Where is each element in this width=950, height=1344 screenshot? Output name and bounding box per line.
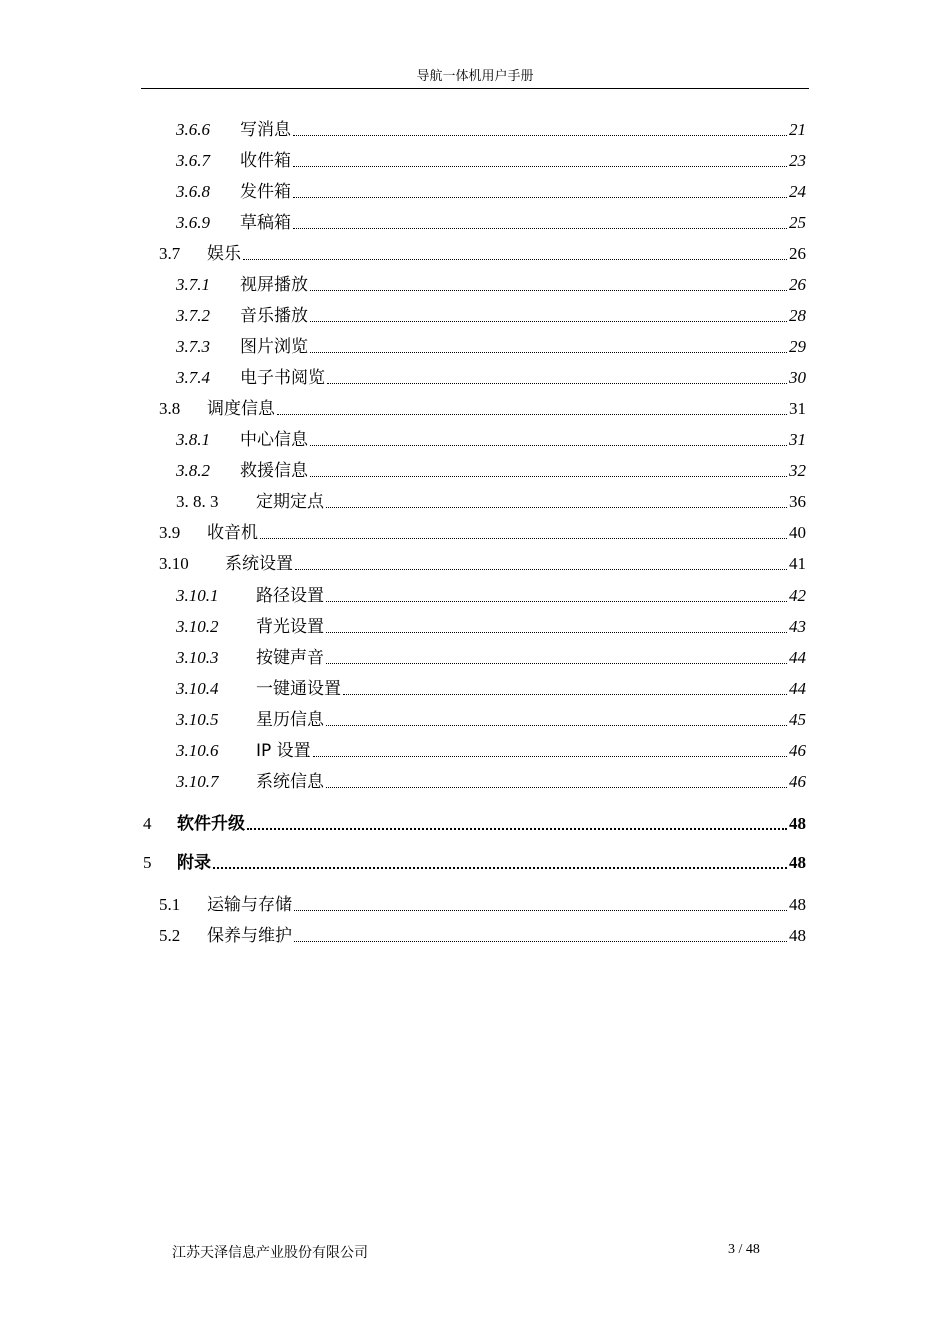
toc-dot-leader bbox=[294, 941, 787, 942]
toc-entry-page: 41 bbox=[789, 554, 806, 573]
toc-entry-page: 44 bbox=[789, 648, 806, 667]
toc-entry-title: 星历信息 bbox=[256, 710, 324, 730]
toc-entry-page: 24 bbox=[789, 182, 806, 201]
toc-entry-title: 运输与存储 bbox=[207, 895, 292, 915]
toc-entry[interactable] bbox=[176, 584, 806, 608]
toc-entry-page: 21 bbox=[789, 120, 806, 139]
toc-entry-page: 23 bbox=[789, 151, 806, 170]
toc-entry-page: 31 bbox=[789, 430, 806, 449]
toc-dot-leader bbox=[277, 414, 787, 415]
toc-dot-leader bbox=[260, 538, 787, 539]
toc-entry-title: 路径设置 bbox=[256, 586, 324, 606]
toc-entry-number: 3. 8. 3 bbox=[176, 492, 219, 511]
toc-entry-title: IP 设置 bbox=[256, 741, 311, 761]
toc-entry-page: 32 bbox=[789, 461, 806, 480]
toc-entry[interactable] bbox=[176, 615, 806, 639]
toc-entry[interactable] bbox=[176, 459, 806, 483]
toc-entry[interactable] bbox=[176, 335, 806, 359]
toc-entry[interactable] bbox=[176, 428, 806, 452]
toc-entry-number: 3.10.2 bbox=[176, 617, 219, 636]
toc-entry-title: 娱乐 bbox=[207, 244, 241, 264]
toc-entry[interactable] bbox=[176, 211, 806, 235]
toc-entry-title: 音乐播放 bbox=[240, 306, 308, 326]
toc-entry[interactable] bbox=[159, 397, 806, 421]
toc-dot-leader bbox=[326, 632, 787, 633]
toc-entry-title: 背光设置 bbox=[256, 617, 324, 637]
toc-entry-title: 定期定点 bbox=[256, 492, 324, 512]
toc-entry-number: 5.1 bbox=[159, 895, 181, 914]
toc-entry-page: 26 bbox=[789, 275, 806, 294]
toc-entry[interactable] bbox=[176, 304, 806, 328]
toc-entry[interactable] bbox=[176, 708, 806, 732]
toc-entry-number: 3.7.4 bbox=[176, 368, 210, 387]
toc-entry[interactable] bbox=[159, 242, 806, 266]
toc-entry-title: 保养与维护 bbox=[207, 926, 292, 946]
toc-entry[interactable] bbox=[176, 770, 806, 794]
toc-entry-page: 40 bbox=[789, 523, 806, 542]
toc-entry-title: 附录 bbox=[177, 853, 211, 873]
toc-entry-number: 3.10.4 bbox=[176, 679, 219, 698]
toc-dot-leader bbox=[293, 197, 787, 198]
toc-entry[interactable] bbox=[176, 273, 806, 297]
toc-entry-page: 46 bbox=[789, 741, 806, 760]
toc-entry-number: 4 bbox=[143, 814, 152, 833]
toc-entry-number: 3.8 bbox=[159, 399, 181, 418]
toc-entry[interactable] bbox=[176, 739, 806, 763]
toc-entry[interactable] bbox=[176, 677, 806, 701]
toc-entry-title: 草稿箱 bbox=[240, 213, 291, 233]
toc-entry[interactable] bbox=[176, 366, 806, 390]
toc-entry-number: 3.8.1 bbox=[176, 430, 210, 449]
toc-entry-number: 3.7.3 bbox=[176, 337, 210, 356]
toc-entry-page: 36 bbox=[789, 492, 806, 511]
toc-entry[interactable] bbox=[176, 490, 806, 514]
toc-entry-title: 按键声音 bbox=[256, 648, 324, 668]
toc-dot-leader bbox=[293, 166, 787, 167]
toc-dot-leader bbox=[326, 787, 787, 788]
toc-dot-leader bbox=[295, 569, 787, 570]
toc-entry[interactable] bbox=[176, 118, 806, 142]
toc-entry[interactable] bbox=[143, 812, 806, 836]
toc-entry-title: 救援信息 bbox=[240, 461, 308, 481]
toc-entry-title: 调度信息 bbox=[207, 399, 275, 419]
toc-entry-page: 45 bbox=[789, 710, 806, 729]
toc-entry-page: 42 bbox=[789, 586, 806, 605]
toc-entry-title: 视屏播放 bbox=[240, 275, 308, 295]
toc-entry-page: 26 bbox=[789, 244, 806, 263]
toc-dot-leader bbox=[343, 694, 787, 695]
toc-entry-page: 31 bbox=[789, 399, 806, 418]
toc-dot-leader bbox=[310, 445, 787, 446]
toc-entry-number: 3.6.7 bbox=[176, 151, 210, 170]
toc-entry-number: 3.6.9 bbox=[176, 213, 210, 232]
toc-entry-title: 一键通设置 bbox=[256, 679, 341, 699]
toc-entry[interactable] bbox=[159, 552, 806, 576]
toc-dot-leader bbox=[313, 756, 787, 757]
toc-entry[interactable] bbox=[143, 851, 806, 875]
toc-entry-number: 3.10.6 bbox=[176, 741, 219, 760]
toc-entry-title: 图片浏览 bbox=[240, 337, 308, 357]
toc-entry-page: 43 bbox=[789, 617, 806, 636]
toc-entry[interactable] bbox=[176, 149, 806, 173]
toc-entry-page: 48 bbox=[789, 814, 806, 833]
toc-entry-number: 5.2 bbox=[159, 926, 181, 945]
toc-entry-title: 收音机 bbox=[207, 523, 258, 543]
toc-dot-leader bbox=[326, 725, 787, 726]
toc-entry-page: 48 bbox=[789, 926, 806, 945]
toc-entry-number: 5 bbox=[143, 853, 152, 872]
toc-entry-title: 发件箱 bbox=[240, 182, 291, 202]
footer-page-number: 3 / 48 bbox=[728, 1242, 760, 1257]
toc-entry-page: 28 bbox=[789, 306, 806, 325]
toc-dot-leader bbox=[326, 663, 787, 664]
toc-dot-leader bbox=[310, 476, 787, 477]
toc-entry-number: 3.10.3 bbox=[176, 648, 219, 667]
toc-entry-number: 3.10.7 bbox=[176, 772, 219, 791]
toc-entry[interactable] bbox=[159, 924, 806, 948]
header-divider bbox=[141, 88, 809, 89]
toc-entry-title: 软件升级 bbox=[177, 814, 245, 834]
toc-entry-number: 3.6.8 bbox=[176, 182, 210, 201]
toc-entry-page: 48 bbox=[789, 895, 806, 914]
toc-dot-leader bbox=[243, 259, 787, 260]
toc-entry[interactable] bbox=[159, 521, 806, 545]
toc-entry-number: 3.10.1 bbox=[176, 586, 219, 605]
toc-entry-page: 46 bbox=[789, 772, 806, 791]
toc-dot-leader bbox=[310, 321, 787, 322]
toc-entry[interactable] bbox=[159, 893, 806, 917]
toc-entry-number: 3.7.2 bbox=[176, 306, 210, 325]
toc-dot-leader bbox=[310, 290, 787, 291]
toc-entry-title: 中心信息 bbox=[240, 430, 308, 450]
toc-entry-title: 系统信息 bbox=[256, 772, 324, 792]
toc-entry-number: 3.7.1 bbox=[176, 275, 210, 294]
toc-entry-title: 收件箱 bbox=[240, 151, 291, 171]
toc-entry-page: 29 bbox=[789, 337, 806, 356]
toc-dot-leader bbox=[294, 910, 787, 911]
page-header: 导航一体机用户手册 bbox=[416, 69, 534, 84]
toc-entry-title: 写消息 bbox=[240, 120, 291, 140]
toc-dot-leader bbox=[213, 867, 787, 869]
toc-entry-page: 48 bbox=[789, 853, 806, 872]
toc-entry-page: 25 bbox=[789, 213, 806, 232]
toc-entry-number: 3.10.5 bbox=[176, 710, 219, 729]
toc-entry-number: 3.9 bbox=[159, 523, 181, 542]
toc-dot-leader bbox=[310, 352, 787, 353]
footer-company: 江苏天泽信息产业股份有限公司 bbox=[172, 1245, 368, 1261]
toc-dot-leader bbox=[293, 228, 787, 229]
toc-entry-number: 3.6.6 bbox=[176, 120, 210, 139]
toc-entry[interactable] bbox=[176, 646, 806, 670]
toc-entry-number: 3.7 bbox=[159, 244, 181, 263]
toc-entry-title: 系统设置 bbox=[225, 554, 293, 574]
toc-entry-number: 3.10 bbox=[159, 554, 189, 573]
toc-entry[interactable] bbox=[176, 180, 806, 204]
toc-dot-leader bbox=[326, 507, 787, 508]
toc-dot-leader bbox=[247, 828, 787, 830]
toc-entry-title: 电子书阅览 bbox=[240, 368, 325, 388]
toc-entry-number: 3.8.2 bbox=[176, 461, 210, 480]
toc-dot-leader bbox=[327, 383, 787, 384]
toc-dot-leader bbox=[293, 135, 787, 136]
toc-dot-leader bbox=[326, 601, 787, 602]
toc-entry-page: 30 bbox=[789, 368, 806, 387]
toc-entry-page: 44 bbox=[789, 679, 806, 698]
